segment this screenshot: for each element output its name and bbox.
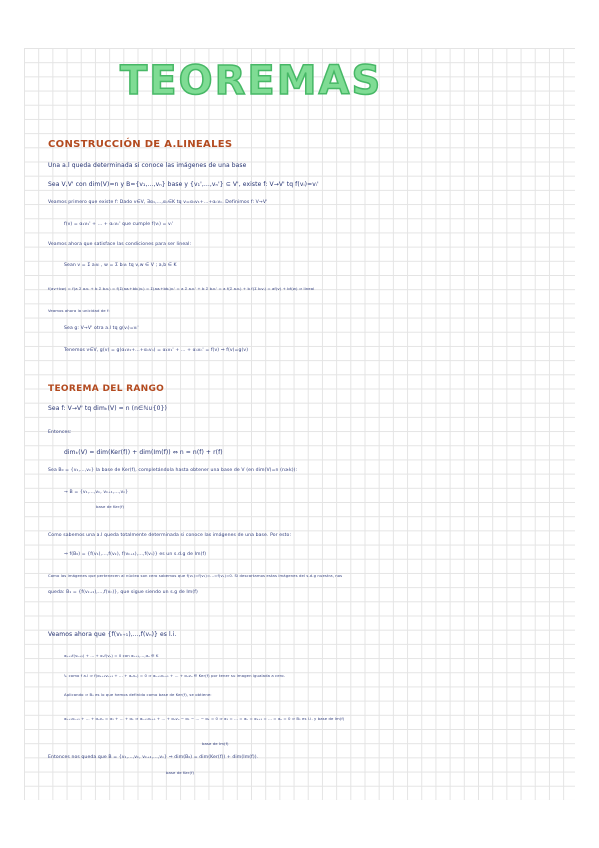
text-line: → B = {v₁,...,vₖ, vₖ₊₁,...,vₙ} [64, 490, 129, 495]
text-line: Entonces nos queda que B = {v₁,...,vₖ, vₖ₊₁,...,vₙ} ⇒ dim(B₀) = dim(Ker(f)) + dim(Im(f)). [48, 755, 259, 760]
text-line: f(av+bw) = f(a Σ aᵢvᵢ + b Σ bᵢvᵢ) = f(Σ(aaᵢ+bbᵢ)vᵢ) = Σ(aaᵢ+bbᵢ)vᵢ' = a Σ aᵢvᵢ' + b Σ bᵢvᵢ' = a f(Σ aᵢvᵢ) + b f(Σ bᵢvᵢ) = af(v) + bf(w) ⇒ lineal [48, 286, 315, 291]
page-margin-right [575, 0, 599, 848]
page-margin-bottom [0, 800, 599, 848]
text-line: f(v) = α₁v₁' + ... + αₙvₙ' que cumple f(vᵢ) = vᵢ' [64, 222, 174, 227]
text-line: Sea B₀ = {v₁,...,vₖ} la base de Ker(f), completándola hasta obtener una base de V (en dim(V)=n (n≥k)): [48, 468, 298, 473]
text-line: Veamos primero que existe f: Dado v∈V, ∃α₁,...,αₙ∈K tq v=α₁v₁+...+αₙvₙ. Definimos f: V→V' [48, 200, 268, 205]
text-line: Veamos ahora que {f(vₖ₊₁),...,f(vₙ)} es l.i. [48, 631, 177, 638]
text-line: base de Ker(f) [96, 504, 125, 509]
text-line: Entonces: [48, 430, 72, 435]
text-line: base de Ker(f) [166, 770, 195, 775]
text-line: Veamos ahora que satisface las condiciones para ser lineal: [48, 242, 192, 247]
text-line: queda: B₁ = {f(vₖ₊₁),...,f(vₙ)}, que sigue siendo un s.g de Im(f) [48, 590, 198, 595]
text-line: αₖ₊₁f(vₖ₊₁) + ... + αₙf(vₙ) = 0 con αₖ₊₁,...,αₙ ∈ K [64, 653, 159, 658]
page-margin-top [0, 0, 599, 48]
text-line: Como sabemos una a.l queda totalmente determinada si conoce las imágenes de una base. Por esto: [48, 533, 292, 538]
text-line: Sea V,V' con dim(V)=n y B={v₁,...,vₙ} base y {v₁',...,vₙ'} ⊆ V', existe f: V→V' tq f(vᵢ)=vᵢ' [48, 181, 319, 188]
text-line: Sean v = Σ aᵢvᵢ , w = Σ bᵢvᵢ tq v,w ∈ V ; a,b ∈ K [64, 263, 177, 268]
section-heading-construccion: CONSTRUCCIÓN DE A.LINEALES [48, 139, 233, 150]
text-line: dimₖ(V) = dim(Ker(f)) + dim(Im(f)) ⇔ n = n(f) + r(f) [64, 449, 223, 456]
page-title: TEOREMAS [120, 58, 383, 104]
text-line: αₖ₊₁vₖ₊₁ + ... + αₙvₙ = α₁ + ... + αₖ ⇒ αₖ₊₁vₖ₊₁ + ... + αₙvₙ − α₁ − ... − αₖ = 0 ⇒ α₁ = ... = αₖ = αₖ₊₁ = ... = αₙ = 0 ⇒ B₁ es l.i. y base de Im(f) [64, 716, 345, 721]
text-line: base de Im(f) [202, 741, 229, 746]
text-line: ⇒ f(B₀) = {f(v₁),...,f(vₖ), f(vₖ₊₁),...,f(vₙ)} es un s.d.g de Im(f) [64, 552, 207, 557]
text-line: Como las imágenes que pertenecen al núcleo son cero sabemos que f(v₁)=f(v₂)=...=f(vₖ)=0. Si descartamos estas imágenes del s.d.g nuestra, nos [48, 573, 343, 578]
page-margin-left [0, 0, 24, 848]
text-line: Aplicando ⇒ B₀ es lo que hemos definido como base de Ker(f), se obtiene: [64, 692, 212, 697]
text-line: Veamos ahora la unicidad de f: [48, 308, 110, 313]
text-line: Sea f: V→V' tq dimₖ(V) = n (n∈ℕ∪{0}) [48, 405, 167, 412]
section-heading-rango: TEOREMA DEL RANGO [48, 384, 165, 394]
text-line: Una a.l queda determinada si conoce las imágenes de una base [48, 162, 247, 169]
text-line: ↳ como f a.l ⇒ f(αₖ₊₁vₖ₊₁ + ... + αₙvₙ) = 0 ⇒ αₖ₊₁vₖ₊₁ + ... + αₙvₙ ∈ Ker(f) por tener su imagen igualada a cero. [64, 673, 285, 678]
text-line: Tenemos v∈V, g(v) = g(α₁v₁+...+αₙvₙ) = α₁v₁' + ... + αₙvₙ' = f(v) ⇒ f(v)=g(v) [64, 348, 249, 353]
text-line: Sea g: V→V' otra a.l tq g(vᵢ)=vᵢ' [64, 326, 139, 331]
